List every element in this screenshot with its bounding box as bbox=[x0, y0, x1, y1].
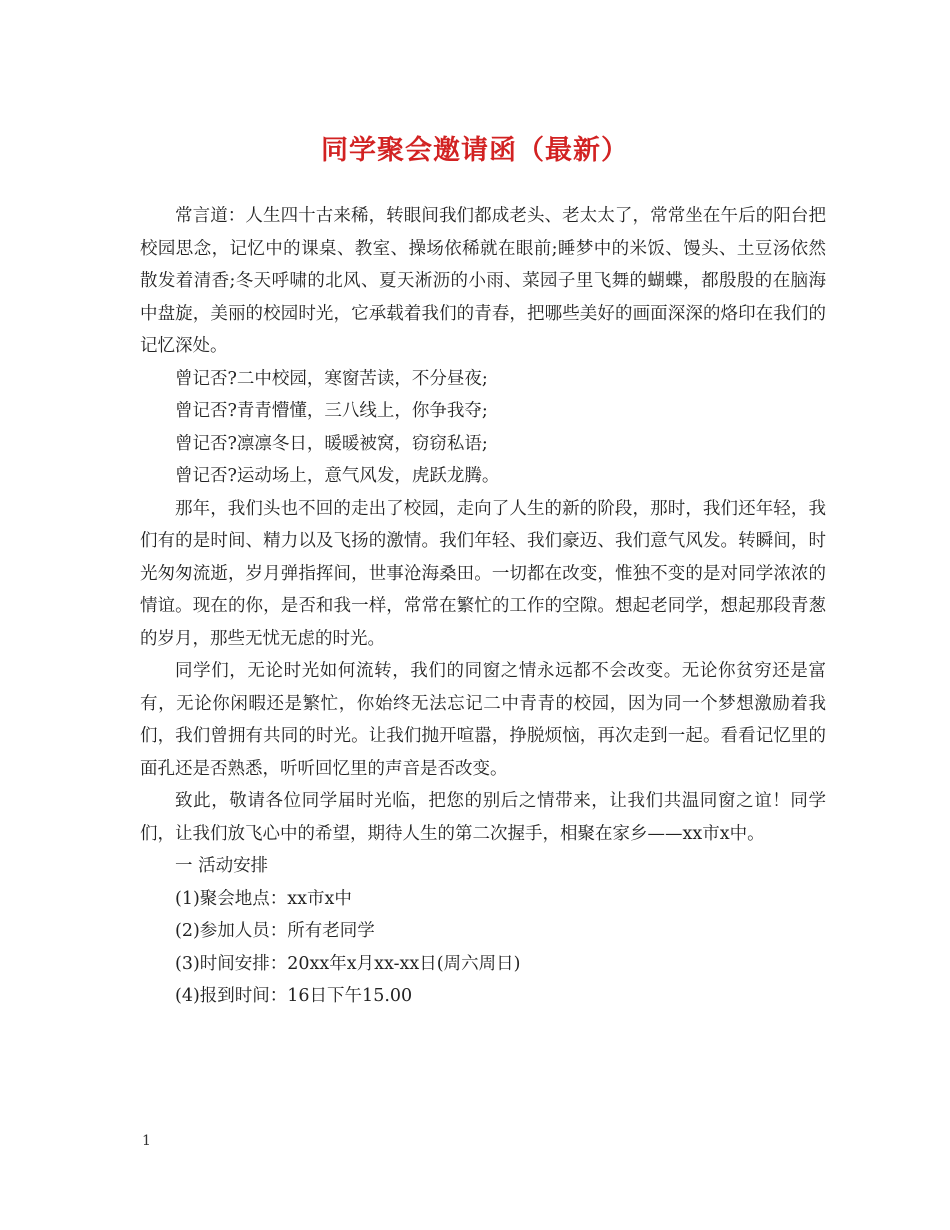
section-heading-activity: 一 活动安排 bbox=[175, 856, 269, 876]
paragraph-memory-2: 曾记否?青青懵懂，三八线上，你争我夺; bbox=[175, 401, 488, 421]
paragraph-memory-4: 曾记否?运动场上，意气风发，虎跃龙腾。 bbox=[175, 466, 500, 486]
list-item-schedule: (3)时间安排：20xx年x月xx-xx日(周六周日) bbox=[175, 953, 521, 974]
page-number: 1 bbox=[142, 1133, 151, 1149]
list-item-checkin: (4)报到时间：16日下午15.00 bbox=[175, 986, 413, 1006]
document-body bbox=[140, 200, 826, 1013]
paragraph-invitation: 致此，敬请各位同学届时光临，把您的别后之情带来，让我们共温同窗之谊！同学们，让我们放飞心中的希望，期待人生的第二次握手，相聚在家乡——xx市x中。 bbox=[140, 791, 826, 844]
list-item-attendees: (2)参加人员：所有老同学 bbox=[175, 921, 375, 941]
paragraph-intro: 常言道：人生四十古来稀，转眼间我们都成老头、老太太了，常常坐在午后的阳台把校园思念，记忆中的课桌、教室、操场依稀就在眼前;睡梦中的米饭、馒头、土豆汤依然散发着清香;冬天呼啸的北风、夏天淅沥的小雨、菜园子里飞舞的蝴蝶，都殷殷的在脑海中盘旋，美丽的校园时光，它承载着我们的青春，把哪些美好的画面深深的烙印在我们的记忆深处。 bbox=[140, 206, 826, 356]
list-item-location: (1)聚会地点：xx市x中 bbox=[175, 888, 352, 909]
page-title: 同学聚会邀请函（最新） bbox=[321, 135, 629, 166]
paragraph-classmates: 同学们，无论时光如何流转，我们的同窗之情永远都不会改变。无论你贫穷还是富有，无论你闲暇还是繁忙，你始终无法忘记二中青青的校园，因为同一个梦想激励着我们，我们曾拥有共同的时光。让我们抛开喧嚣，挣脱烦恼，再次走到一起。看看记忆里的面孔还是否熟悉，听听回忆里的声音是否改变。 bbox=[140, 661, 826, 779]
paragraph-memory-3: 曾记否?凛凛冬日，暖暖被窝，窃窃私语; bbox=[175, 433, 488, 454]
paragraph-memory-1: 曾记否?二中校园，寒窗苦读，不分昼夜; bbox=[175, 368, 488, 389]
paragraph-that-year: 那年，我们头也不回的走出了校园，走向了人生的新的阶段，那时，我们还年轻，我们有的是时间、精力以及飞扬的激情。我们年轻、我们豪迈、我们意气风发。转瞬间，时光匆匆流逝，岁月弹指挥间，世事沧海桑田。一切都在改变，惟独不变的是对同学浓浓的情谊。现在的你，是否和我一样，常常在繁忙的工作的空隙。想起老同学，想起那段青葱的岁月，那些无忧无虑的时光。 bbox=[140, 498, 826, 649]
